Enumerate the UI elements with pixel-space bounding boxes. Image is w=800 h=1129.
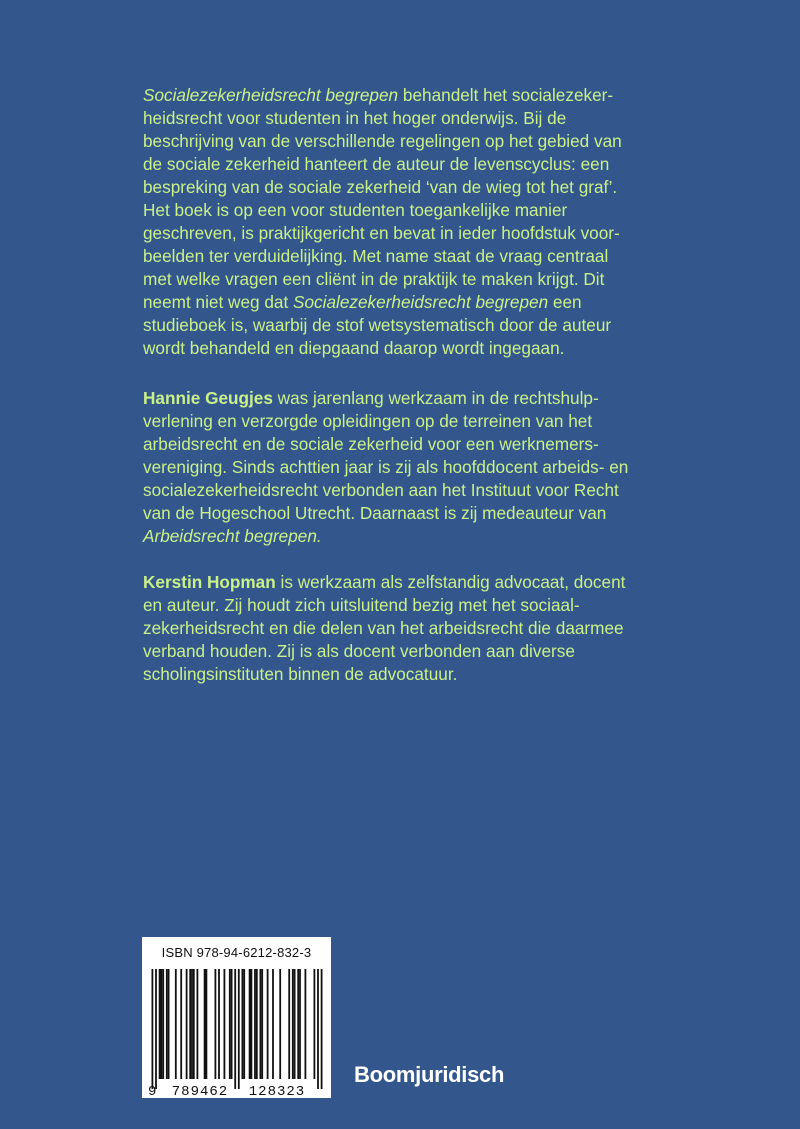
barcode-bar: [234, 969, 236, 1089]
bio-line: verlening en verzorgde opleidingen op de terreinen van het: [143, 411, 593, 431]
barcode-bar: [272, 969, 274, 1079]
author-name: Hannie Geugjes: [143, 388, 273, 408]
barcode: [142, 965, 331, 1098]
barcode-bar: [224, 969, 226, 1079]
description-text: behandelt het socialezeker-: [398, 85, 614, 105]
barcode-bar: [321, 969, 323, 1089]
barcode-bar: [314, 969, 316, 1079]
description-line: beelden ter verduidelijking. Met name staat de vraag centraal: [143, 246, 609, 266]
barcode-bar: [243, 969, 245, 1079]
barcode-bar: [191, 969, 193, 1079]
description-text: neemt niet weg dat: [143, 292, 294, 312]
barcode-bar: [197, 969, 199, 1079]
description-line: [143, 291, 663, 314]
description-line: de sociale zekerheid hanteert de auteur de levenscyclus: een: [143, 154, 610, 174]
barcode-bar: [162, 969, 164, 1079]
related-book-title: Arbeidsrecht begrepen.: [143, 526, 322, 546]
barcode-bar: [152, 969, 154, 1089]
barcode-bar: [231, 969, 233, 1079]
barcode-bar: [155, 969, 157, 1089]
barcode-bar: [317, 969, 319, 1089]
description-text: een: [548, 292, 582, 312]
barcode-bar: [218, 969, 220, 1079]
description-line: met welke vragen een cliënt in de praktijk te maken krijgt. Dit: [143, 269, 605, 289]
publisher-logo: Boomjuridisch: [354, 1062, 505, 1087]
description-line: geschreven, is praktijkgericht en bevat in ieder hoofdstuk voor-: [143, 223, 620, 243]
bio-line: [143, 387, 663, 410]
barcode-bar: [161, 969, 163, 1079]
barcode-bar: [279, 969, 281, 1079]
author-bio-hopman: [143, 571, 663, 686]
author-name: Kerstin Hopman: [143, 572, 276, 592]
book-description: [143, 84, 663, 360]
bio-line: vereniging. Sinds achttien jaar is zij als hoofddocent arbeids- en: [143, 457, 629, 477]
barcode-bar: [299, 969, 301, 1079]
description-line: bespreking van de sociale zekerheid ‘van de wieg tot het graf’.: [143, 177, 618, 197]
barcode-bar: [180, 969, 182, 1079]
book-title-italic: Socialezekerheidsrecht begrepen: [143, 85, 399, 105]
barcode-bar: [189, 969, 191, 1079]
description-line: Het boek is op een voor studenten toegankelijke manier: [143, 200, 568, 220]
barcode-bar: [305, 969, 307, 1079]
bio-line: verband houden. Zij is als docent verbonden aan diverse: [143, 641, 575, 661]
bio-line: [143, 571, 663, 594]
barcode-bar: [206, 969, 208, 1079]
bio-text: is werkzaam als zelfstandig advocaat, docent: [275, 572, 626, 592]
bio-line: van de Hogeschool Utrecht. Daarnaast is zij medeauteur van: [143, 503, 607, 523]
barcode-bar: [292, 969, 294, 1079]
barcode-bar: [288, 969, 290, 1079]
barcode-bar: [166, 969, 168, 1079]
barcode-bar: [229, 969, 231, 1079]
barcode-digits-right: 128323: [248, 1084, 306, 1098]
barcode-bar: [168, 969, 170, 1079]
bio-line: arbeidsrecht en de sociale zekerheid voor een werknemers-: [143, 434, 599, 454]
barcode-bar: [251, 969, 253, 1079]
description-line: wordt behandeld en diepgaand daarop wordt ingegaan.: [143, 338, 565, 358]
barcode-bar: [204, 969, 206, 1079]
barcode-bar: [238, 969, 240, 1089]
barcode-bar: [267, 969, 269, 1079]
barcode-digits-left: 789462: [171, 1084, 229, 1098]
description-line: studieboek is, waarbij de stof wetsystematisch door de auteur: [143, 315, 612, 335]
author-bio-geugjes: [143, 387, 663, 548]
barcode-bar: [193, 969, 195, 1079]
bio-text: was jarenlang werkzaam in de rechtshulp-: [272, 388, 599, 408]
description-line: beschrijving van de verschillende regelingen op het gebied van: [143, 131, 622, 151]
barcode-bar: [260, 969, 262, 1079]
bio-line: socialezekerheidsrecht verbonden aan het Instituut voor Recht: [143, 480, 619, 500]
barcode-bar: [254, 969, 256, 1079]
barcode-digit-first: 9: [148, 1084, 157, 1098]
barcode-bar: [215, 969, 217, 1079]
barcode-bar: [159, 969, 161, 1079]
barcode-bar: [186, 969, 188, 1079]
barcode-bar: [175, 969, 177, 1079]
barcode-bar: [261, 969, 263, 1079]
description-line: heidsrecht voor studenten in het hoger onderwijs. Bij de: [143, 108, 567, 128]
barcode-bar: [256, 969, 258, 1079]
barcode-bar: [242, 969, 244, 1079]
barcode-bar: [294, 969, 296, 1079]
bio-line: en auteur. Zij houdt zich uitsluitend bezig met het sociaal-: [143, 595, 580, 615]
book-title-italic: Socialezekerheidsrecht begrepen: [293, 292, 549, 312]
isbn-label: ISBN 978-94-6212-832-3: [161, 945, 312, 960]
barcode-bar: [297, 969, 299, 1079]
barcode-bar: [249, 969, 251, 1079]
bio-line: zekerheidsrecht en die delen van het arbeidsrecht die daarmee: [143, 618, 624, 638]
bio-line: scholingsinstituten binnen de advocatuur.: [143, 664, 458, 684]
isbn-barcode-box: [142, 937, 331, 1098]
description-line: [143, 84, 663, 107]
barcode-bars: [152, 969, 323, 1089]
